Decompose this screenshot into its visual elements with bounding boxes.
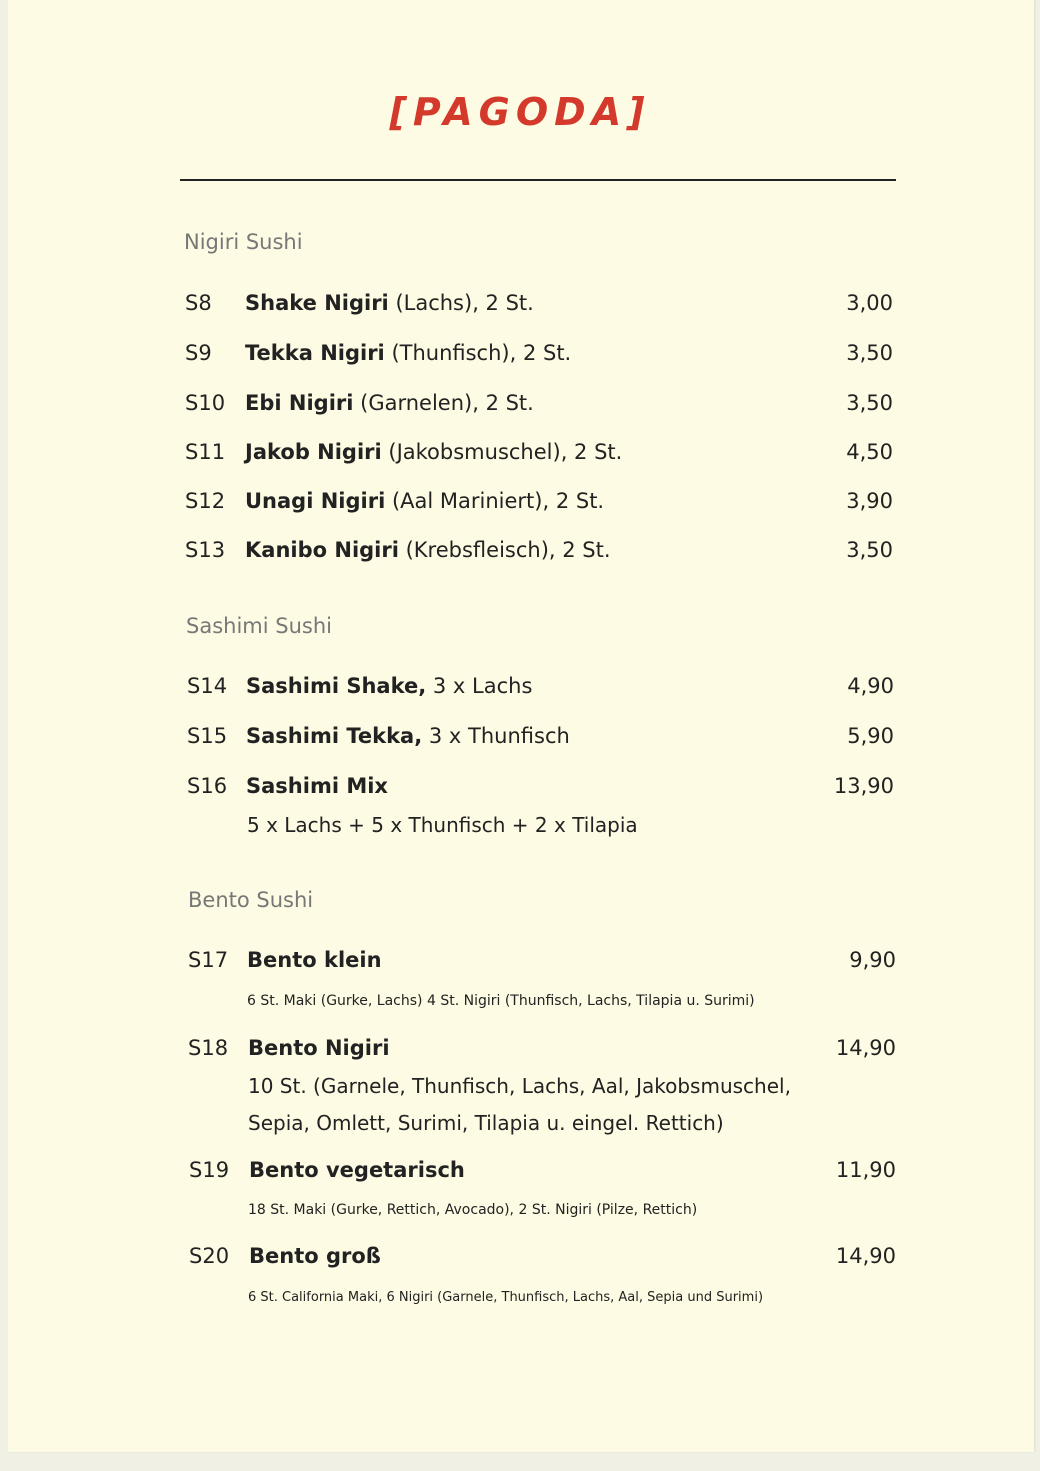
- item-name: Bento groß: [249, 1244, 381, 1268]
- item-code: S8: [185, 291, 212, 315]
- item-price: 13,90: [833, 774, 894, 798]
- item-name: Bento vegetarisch: [249, 1158, 465, 1182]
- item-name: Kanibo Nigiri (Krebsfleisch), 2 St.: [245, 538, 611, 562]
- item-description: 6 St. California Maki, 6 Nigiri (Garnele, Thunfisch, Lachs, Aal, Sepia und Surimi): [248, 1290, 764, 1305]
- item-code: S9: [185, 341, 212, 365]
- item-name: Sashimi Tekka, 3 x Thunfisch: [246, 724, 570, 748]
- item-code: S15: [187, 724, 228, 748]
- item-name: Tekka Nigiri (Thunfisch), 2 St.: [245, 341, 572, 365]
- section-title-nigiri: Nigiri Sushi: [184, 230, 303, 254]
- item-code: S13: [185, 538, 226, 562]
- item-price: 3,00: [846, 291, 893, 315]
- item-name: Bento klein: [247, 948, 382, 972]
- section-title-bento: Bento Sushi: [188, 888, 314, 912]
- item-description: 5 x Lachs + 5 x Thunfisch + 2 x Tilapia: [247, 813, 638, 837]
- item-price: 3,90: [846, 489, 893, 513]
- item-name: Shake Nigiri (Lachs), 2 St.: [245, 291, 534, 315]
- item-code: S12: [185, 489, 226, 513]
- item-price: 14,90: [835, 1244, 896, 1268]
- item-code: S17: [188, 948, 229, 972]
- item-price: 3,50: [846, 538, 893, 562]
- item-description: 10 St. (Garnele, Thunfisch, Lachs, Aal, Jakobsmuschel,: [248, 1074, 791, 1098]
- item-price: 3,50: [846, 391, 893, 415]
- item-code: S18: [188, 1036, 229, 1060]
- item-code: S10: [185, 391, 226, 415]
- item-price: 11,90: [835, 1158, 896, 1182]
- item-price: 5,90: [847, 724, 894, 748]
- item-price: 9,90: [849, 948, 896, 972]
- section-title-sashimi: Sashimi Sushi: [186, 614, 332, 638]
- item-description: 18 St. Maki (Gurke, Rettich, Avocado), 2 St. Nigiri (Pilze, Rettich): [248, 1202, 698, 1218]
- item-code: S19: [189, 1158, 230, 1182]
- item-name: Sashimi Mix: [246, 774, 388, 798]
- item-name: Ebi Nigiri (Garnelen), 2 St.: [245, 391, 534, 415]
- item-code: S16: [187, 774, 228, 798]
- item-name: Bento Nigiri: [248, 1036, 390, 1060]
- item-code: S14: [187, 674, 228, 698]
- item-price: 4,50: [846, 440, 893, 464]
- item-name: Jakob Nigiri (Jakobsmuschel), 2 St.: [245, 440, 623, 464]
- item-description: Sepia, Omlett, Surimi, Tilapia u. eingel. Rettich): [248, 1111, 724, 1135]
- header-divider: [180, 179, 896, 181]
- item-code: S11: [185, 440, 226, 464]
- item-code: S20: [189, 1244, 230, 1268]
- item-price: 14,90: [835, 1036, 896, 1060]
- item-price: 4,90: [847, 674, 894, 698]
- item-name: Unagi Nigiri (Aal Mariniert), 2 St.: [245, 489, 605, 513]
- restaurant-logo: [PAGODA]: [389, 90, 651, 134]
- item-name: Sashimi Shake, 3 x Lachs: [246, 674, 533, 698]
- item-description: 6 St. Maki (Gurke, Lachs) 4 St. Nigiri (Thunfisch, Lachs, Tilapia u. Surimi): [247, 993, 755, 1009]
- item-price: 3,50: [846, 341, 893, 365]
